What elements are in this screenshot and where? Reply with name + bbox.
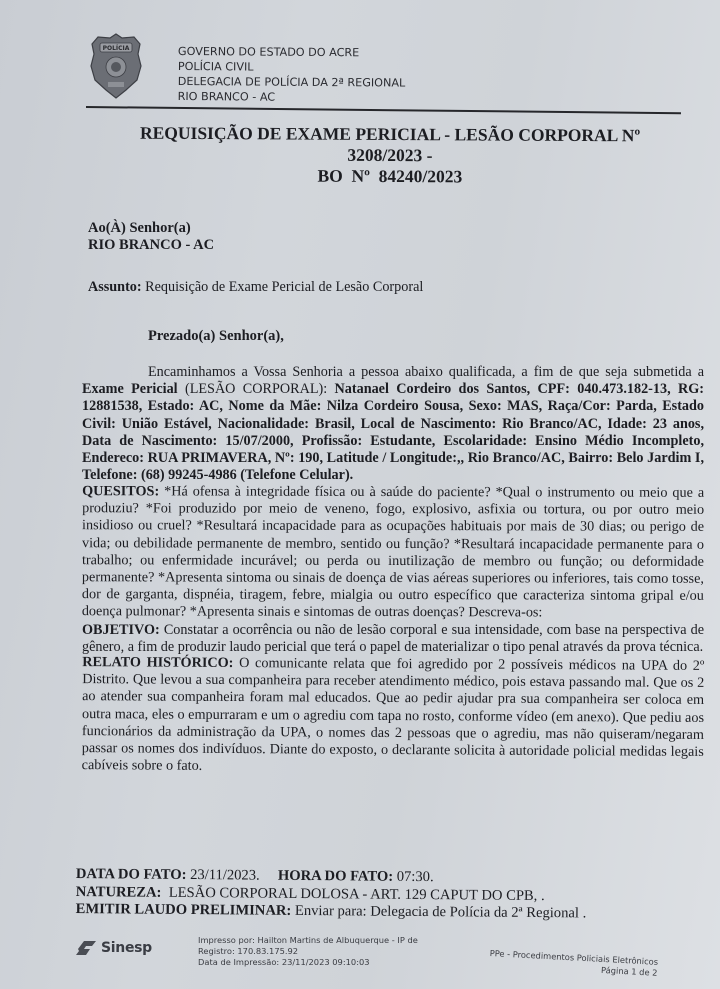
relato-text: O comunicante relata que foi agredido por 2 possíveis médicos na UPA do 2º Distrito. Que levou a sua companheira para receber atendimento médico, pois estava passando mal. Que os 2 ao atender sua companheira foram mal educados. Que ao pedir ajudar pra sua companheira ser coloca em outra maca, eles o empurraram e um o agrediu com tapa no rosto, conforme vídeo (em anexo). Que pediu aos funcionários da administração da UPA, o nomes das 2 pessoas que o agrediu, mas não quiseram/negaram passar os nomes dos indivíduos. Diante do exposto, o declarante solicita à autoridade policial medidas legais cabíveis sobre o fato. <box>81 655 705 775</box>
person-details: Natanael Cordeiro dos Santos, CPF: 040.473.182-13, RG: 12881538, Estado: AC, Nome da Mãe: Nilza Cordeiro Sousa, Sexo: MAS, Raça/Cor: Parda, Estado Civil: União Estável, Nacionalidade: Brasil, Local de Nascimento: Rio Branco/AC, Idade: 23 anos, Data de Nascimento: 15/07/2000, Profissão: Estudante, Escolaridade: Ensino Médio Incompleto, Endereco: RUA PRIMAVERA, Nº: 190, Latitude / Longitude:,, Rio Branco/AC, Bairro: Belo Jardim I, Telefone: (68) 99245-4986 (Telefone Celular). <box>82 381 704 484</box>
system-name: PPe - Procedimentos Policiais Eletrônicos <box>489 948 659 967</box>
print-info <box>198 935 418 968</box>
organization-block <box>178 44 406 106</box>
registry-ip: Registro: 170.83.175.92 <box>198 946 299 956</box>
exam-label: Exame Pericial <box>82 381 178 398</box>
sinesp-logo-text: Sinesp <box>101 940 152 956</box>
document-title <box>80 122 700 188</box>
fact-report-destination <box>76 901 587 923</box>
org-line-government: GOVERNO DO ESTADO DO ACRE <box>177 44 360 60</box>
date-value: 23/11/2023. <box>186 866 260 884</box>
exam-type: (LESÃO CORPORAL): <box>177 381 335 398</box>
title-line-1: REQUISIÇÃO DE EXAME PERICIAL - LESÃO CORPORAL Nº <box>139 122 641 146</box>
intro-lead: Encaminhamos a Vossa Senhoria a pessoa abaixo qualificada, a fim de que seja submetida a <box>148 364 704 380</box>
letterhead <box>88 30 406 104</box>
natureza-label: NATUREZA: <box>75 883 162 901</box>
subject-value: Requisição de Exame Pericial de Lesão Corporal <box>145 279 424 295</box>
printed-by: Impresso por: Hailton Martins de Albuquerque - IP de <box>198 935 418 945</box>
police-badge-icon <box>88 32 144 100</box>
fact-details <box>76 866 587 923</box>
relato-paragraph <box>82 655 705 779</box>
subject-line <box>88 279 423 296</box>
relato-label: RELATO HISTÓRICO: <box>82 654 234 672</box>
greeting: Prezado(a) Senhor(a), <box>148 328 284 344</box>
laudo-value: Enviar para: Delegacia de Polícia da 2ª Regional . <box>291 902 587 922</box>
org-line-police: POLÍCIA CIVIL <box>177 59 254 74</box>
addressee <box>88 220 214 254</box>
title-line-2: 3208/2023 - <box>347 144 433 166</box>
sinesp-logo-icon <box>76 939 98 957</box>
quesitos-label: QUESITOS: <box>82 483 160 500</box>
date-label: DATA DO FATO: <box>75 866 187 883</box>
quesitos-text: *Há ofensa à integridade física ou à saúde do paciente? *Qual o instrumento ou meio que a produziu? *Foi produzido por meio de veneno, fogo, explosivo, asfixia ou tortura, ou por outro meio insidioso ou cruel? *Resultará incapacidade para as ocupações habituais por mais de 30 dias; ou perigo de vida; ou debilidade permanente de membro, sentido ou função? *Resultará incapacidade permanente para o trabalho; ou enfermidade incurável; ou perda ou inutilização de membro ou função; ou deformidade permanente? *Apresenta sintoma ou sinais de doença de vias aéreas superiores ou inferiores, tais como tosse, dor de garganta, dispnéia, tiragem, febre, mialgia ou outro específico que caracteriza sintoma gripal e/ou doença pulmonar? *Apresenta sinais e sintomas de outras doenças? Descreva-os: <box>81 483 705 622</box>
print-date: Data de Impressão: 23/11/2023 09:10:03 <box>198 957 370 967</box>
addressee-line-2: RIO BRANCO - AC <box>88 237 215 253</box>
objetivo-paragraph <box>82 622 704 656</box>
laudo-label: EMITIR LAUDO PRELIMINAR: <box>75 900 292 919</box>
natureza-value: LESÃO CORPORAL DOLOSA - ART. 129 CAPUT DO CPB, . <box>161 884 545 904</box>
intro-paragraph <box>82 364 704 484</box>
page-footer <box>76 935 716 989</box>
badge-text: POLÍCIA <box>102 45 130 52</box>
time-label: HORA DO FATO: <box>277 867 394 885</box>
page-number: Página 1 de 2 <box>600 964 658 978</box>
subject-label: Assunto: <box>88 279 142 295</box>
quesitos-paragraph <box>82 484 704 623</box>
sinesp-logo <box>76 939 152 957</box>
time-value: 07:30. <box>393 868 434 886</box>
document-body <box>82 364 704 777</box>
system-info <box>489 948 658 979</box>
org-line-city: RIO BRANCO - AC <box>177 89 276 104</box>
header-divider <box>86 106 681 114</box>
objetivo-text: Constatar a ocorrência ou não de lesão corporal e sua intensidade, com base na perspectiva de gênero, a fim de produzir laudo pericial que terá o papel de materializar o tipo penal através da prova técnica. <box>82 622 704 656</box>
title-line-3: BO Nº 84240/2023 <box>317 165 463 187</box>
objetivo-label: OBJETIVO: <box>82 622 160 639</box>
addressee-line-1: Ao(À) Senhor(a) <box>88 220 191 236</box>
org-line-precinct: DELEGACIA DE POLÍCIA DA 2ª REGIONAL <box>177 74 406 90</box>
